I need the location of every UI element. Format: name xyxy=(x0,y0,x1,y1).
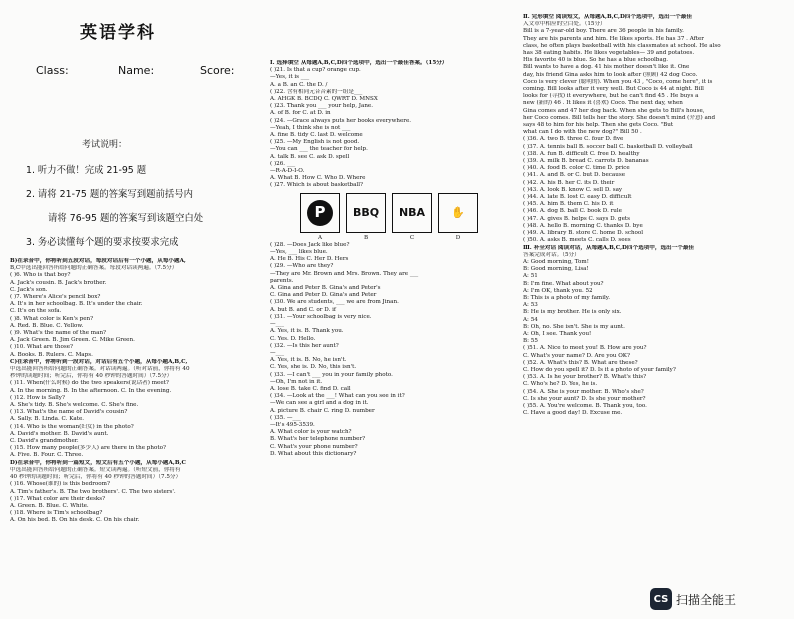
name-label: Name: xyxy=(118,64,155,77)
text-line: C. What's your phone number? xyxy=(270,443,358,450)
text-line: —They are Mr. Brown and Mrs. Brown. They are ___ xyxy=(270,270,419,277)
text-line: B,C中选出能回答所给问题的正确答案。每段对话读两遍。（7.5分） xyxy=(10,265,178,272)
text-line: A: Good morning, Tom! xyxy=(523,258,589,265)
scanner-watermark xyxy=(650,588,736,610)
text-line: A. talk B. see C. ask D. spell xyxy=(270,153,350,160)
text-line: —Oh, I'm not in it. xyxy=(270,378,323,385)
text-line: Bill wants to have a dog. 41 his mother doesn't like it. One xyxy=(523,64,690,71)
text-line: ( )11. When(什么时候) do the two speakers(说话者) meet? xyxy=(10,380,169,387)
text-line: A: I'm OK, thank you. 52 xyxy=(523,287,593,294)
text-line: ( )28. —Does Jack like blue? xyxy=(270,241,350,248)
text-line: A. It's in her schoolbag. B. It's under the chair. xyxy=(10,301,143,308)
text-line: ( )54. A. She is your mother. B. Who's she? xyxy=(523,388,644,395)
text-line: ( )39. A. milk B. bread C. carrots D. bananas xyxy=(523,158,649,165)
text-line: Ⅰ. 选择填空 从每题A,B,C,D四个选项中，选出一个最佳答案。（15分） xyxy=(270,60,448,66)
text-line: A. On his bed. B. On his desk. C. On his chair. xyxy=(10,517,140,524)
text-line: 秒钟的读题时间；听完后，你将有 40 秒钟的答题时间）（7.5分） xyxy=(10,373,173,380)
text-line: ( )55. A. You're welcome. B. Thank you, too. xyxy=(523,402,647,409)
note-3: 请将 76-95 题的答案写到该题空白处 xyxy=(48,213,204,224)
column-left xyxy=(10,0,265,619)
text-line: A. Jack's cousin. B. Jack's brother. xyxy=(10,279,107,286)
text-line: C. Jack's son. xyxy=(10,286,48,293)
text-line: —___ xyxy=(270,321,284,328)
text-line: ( )33. —I can't ___ you in your family photo. xyxy=(270,371,393,378)
picture-option-label: C xyxy=(409,234,415,241)
text-line: B: Oh, no. She isn't. She is my aunt. xyxy=(523,323,625,330)
text-line: A. Red. B. Blue. C. Yellow. xyxy=(10,322,84,329)
text-line: ( )52. A. What's this? B. What are these? xyxy=(523,359,638,366)
text-line: ( )45. A. him B. them C. his D. it xyxy=(523,201,614,208)
class-label: Class: xyxy=(36,64,69,77)
camscanner-logo-icon: CS xyxy=(650,588,672,610)
cloze-and-dialogue-section xyxy=(523,14,791,417)
text-line: D. What about this dictionary? xyxy=(270,450,357,457)
text-line: —___ xyxy=(270,349,284,356)
text-line: A: 51 xyxy=(523,273,538,280)
text-line: ( )18. Where is Tim's schoolbag? xyxy=(10,510,103,517)
text-line: ( )40. A. food B. color C. time D. price xyxy=(523,165,630,172)
note-4: 3. 务必读懂每个题的要求按要求完成 xyxy=(26,237,179,248)
text-line: —R-A-D-I-O. xyxy=(270,168,305,175)
text-line: B: Good morning, Lisa! xyxy=(523,266,589,273)
text-line: A. of B. for C. at D. in xyxy=(270,110,331,117)
text-line: C. Have a good day! D. Excuse me. xyxy=(523,410,623,417)
text-line: ( )26. ___ xyxy=(270,160,296,167)
text-line: C. What's your name? D. Are you OK? xyxy=(523,352,630,359)
text-line: ( )46. A. dog B. ball C. book D. rule xyxy=(523,208,622,215)
text-line: 40 秒钟的读题时间；听完后，你将有 40 秒钟的答题时间）（7.5分） xyxy=(10,474,182,481)
text-line: Coco is very clever (聪明的). When you 43 , "Coco, come here", it is xyxy=(523,78,713,85)
text-line: A. Green. B. Blue. C. White. xyxy=(10,502,89,509)
text-line: D)在录音中，你将听到一篇短文，短文后有五个小题，从每小题A,B,C xyxy=(10,459,186,466)
text-line: C. Yes. D. Hello. xyxy=(270,335,316,342)
picture-c-nba-logo-glyph: NBA xyxy=(398,206,426,220)
text-line: ( )36. A. two B. three C. four D. five xyxy=(523,136,624,143)
notes-title: 考试说明： xyxy=(82,140,128,150)
note-1: 1. 听力不做！完成 21-95 题 xyxy=(26,165,147,176)
text-line: A. In the morning. B. In the afternoon. C. In the evening. xyxy=(10,387,172,394)
text-line: ( )23. Thank you ___ your help, Jane. xyxy=(270,103,374,110)
text-line: ( )16. Whose(谁的) is this bedroom? xyxy=(10,481,110,488)
text-line: A. Five. B. Four. C. Three. xyxy=(10,452,84,459)
page-title: 英语学科 xyxy=(80,23,156,43)
text-line: ( )13. What's the name of David's cousin? xyxy=(10,409,128,416)
text-line: new (新的) 46 . It likes it (喜欢) Coco. The next day, when xyxy=(523,100,683,107)
text-line: ( )7. Where's Alice's pencil box? xyxy=(10,294,101,301)
text-line: A. Yes, it is. B. No, he isn't. xyxy=(270,357,347,364)
text-line: 答案完成对话。（5分） xyxy=(523,251,580,258)
text-line: ( )14. Who is the woman(妇女) in the photo? xyxy=(10,423,134,430)
text-line: ( )49. A. library B. store C. home D. school xyxy=(523,230,644,237)
text-line: A. Books. B. Rulers. C. Maps. xyxy=(10,351,93,358)
picture-c-nba-logo-icon xyxy=(392,193,432,233)
picture-a-parking-icon xyxy=(300,193,340,233)
text-line: His favorite 40 is blue. So he has a blue schoolbag. xyxy=(523,57,669,64)
column-right xyxy=(523,0,791,619)
text-line: A. picture B. chair C. ring D. number xyxy=(270,407,375,414)
text-line: ( )44. A. late B. lost C. easy D. difficult xyxy=(523,194,632,201)
text-line: ( )29. —Who are they? xyxy=(270,263,334,270)
text-line: class, he often plays basketball with his classmates at school. He also xyxy=(523,42,721,49)
text-line: ( )8. What color is Ken's pen? xyxy=(10,315,94,322)
text-line: A: Oh, I see. Thank you! xyxy=(523,330,592,337)
text-line: A. Yes, it is. B. Thank you. xyxy=(270,328,344,335)
picture-b-bbq-icon xyxy=(346,193,386,233)
text-line: A. a B. an C. the D. / xyxy=(270,81,328,88)
text-line: ( )22. 含有相同元音音素的一组是___ xyxy=(270,88,363,95)
text-line: ( )43. A. look B. know C. sell D. say xyxy=(523,186,623,193)
text-line: ( )10. What are those? xyxy=(10,344,74,351)
text-line: ( )17. What color are their desks? xyxy=(10,495,106,502)
picture-d-hand-icon xyxy=(438,193,478,233)
text-line: —Yeah, I think she is not ___ xyxy=(270,124,351,131)
text-line: —You can ___ the teacher for help. xyxy=(270,146,368,153)
text-line: Bill is a 7-year-old boy. There are 36 people in his family. xyxy=(523,28,684,35)
text-line: They are his parents and him. He likes sports. He has 37 . After xyxy=(523,35,704,42)
basketball-picture-options xyxy=(270,193,520,242)
text-line: A. David's mother. B. David's aunt. xyxy=(10,430,109,437)
text-line: A. Sally. B. Linda. C. Kate. xyxy=(10,416,85,423)
text-line: ( )51. A. Nice to meet you! B. How are you? xyxy=(523,345,647,352)
text-line: ( )34. —Look at the ___! What can you see in it? xyxy=(270,393,405,400)
text-line: B: 55 xyxy=(523,338,538,345)
picture-b-bbq-glyph: BBQ xyxy=(352,206,380,220)
score-label: Score: xyxy=(200,64,235,77)
text-line: C. Is she your aunt? D. Is she your mother? xyxy=(523,395,646,402)
text-line: A. Jack Green. B. Jim Green. C. Mike Green. xyxy=(10,337,135,344)
text-line: 中选出能回答所给问题的正确答案。对话读两遍。（听对话前，你将有 40 xyxy=(10,366,190,373)
text-line: A. fine B. tidy C. last D. welcome xyxy=(270,132,363,139)
text-line: C. Who's he? D. Yes, he is. xyxy=(523,381,598,388)
text-line: A. but B. and C. or D. if xyxy=(270,306,336,313)
text-line: A. lose B. take C. find D. call xyxy=(270,385,351,392)
text-line: C. Gina and Peter D. Gina's and Peter xyxy=(270,292,377,299)
text-line: A. Gina and Peter B. Gina's and Peter's xyxy=(270,285,381,292)
text-line: C. David's grandmother. xyxy=(10,438,79,445)
text-line: A: 54 xyxy=(523,316,538,323)
text-line: A. What B. How C. Who D. Where xyxy=(270,175,366,182)
picture-option-label: A xyxy=(317,234,323,241)
text-line: ( )48. A. hello B. morning C. thanks D. bye xyxy=(523,222,643,229)
text-line: coming. Bill looks after it very well. But Coco is 44 at night. Bill xyxy=(523,86,704,93)
text-line: ( )38. A. fun B. difficult C. free D. healthy xyxy=(523,150,640,157)
text-line: ( )31. —Your schoolbag is very nice. xyxy=(270,313,372,320)
text-line: ( )47. A. gives B. helps C. says D. gets xyxy=(523,215,631,222)
text-line: day, his friend Gina asks him to look after (照顾) 42 dog Coco. xyxy=(523,71,698,78)
note-2: 2. 请将 21-75 题的答案写到题前括号内 xyxy=(26,189,194,200)
text-line: ( )25. —My English is not good. xyxy=(270,139,360,146)
text-line: Gina comes and 47 her dog back. When she gets to Bill's house, xyxy=(523,107,705,114)
text-line: ( )53. A. Is he your brother? B. What's this? xyxy=(523,374,647,381)
text-line: C. Yes, she is. D. No, this isn't. xyxy=(270,364,357,371)
text-line: —We can see a girl and a dog in it. xyxy=(270,400,369,407)
text-line: ( )9. What's the name of the man? xyxy=(10,330,107,337)
text-line: C. It's on the sofa. xyxy=(10,308,62,315)
text-line: A. She's tidy. B. She's welcome. C. She's fine. xyxy=(10,402,139,409)
text-line: A. He B. His C. Her D. Hers xyxy=(270,256,349,263)
multiple-choice-section xyxy=(270,60,520,458)
text-line: A. AHGK B. BCDQ C. QWRT D. MNSX xyxy=(270,96,378,103)
text-line: her Coco comes. Bill tells her the story. She doesn't mind (介意) and xyxy=(523,114,716,121)
text-line: ( )42. A. his B. her C. its D. their xyxy=(523,179,615,186)
text-line: ( )32. —Is this her aunt? xyxy=(270,342,339,349)
text-line: A: 53 xyxy=(523,302,538,309)
text-line: ( )41. A. and B. or C. but D. because xyxy=(523,172,626,179)
text-line: has 38 eating habits. He likes vegetables— 39 and potatoes. xyxy=(523,50,695,57)
text-line: C)在录音中，你将听到一段对话，对话后有五个小题，从每小题A,B,C, xyxy=(10,358,188,365)
column-middle xyxy=(270,0,520,619)
picture-option-label: B xyxy=(363,234,369,241)
text-line: ( )12. How is Sally? xyxy=(10,394,65,401)
text-line: 中选出能回答所给问题的正确答案。短文读两遍。（听短文前，你将有 xyxy=(10,466,181,473)
text-line: B: He is my brother. He is only six. xyxy=(523,309,622,316)
text-line: parents. xyxy=(270,277,294,284)
text-line: —Yes, it is ___ xyxy=(270,74,310,81)
text-line: B: I'm fine. What about you? xyxy=(523,280,604,287)
text-line: C. How do you spell it? D. Is it a photo of your family? xyxy=(523,366,676,373)
listening-section xyxy=(10,258,265,525)
watermark-text: 扫描全能王 xyxy=(676,592,737,607)
text-line: looks for (寻找) it everywhere, but he can't find 45 . He buys a xyxy=(523,93,699,100)
text-line: A. What color is your watch? xyxy=(270,429,352,436)
picture-a-parking-glyph: P xyxy=(307,200,333,226)
text-line: B. What's her telephone number? xyxy=(270,436,366,443)
picture-option-label: D xyxy=(455,234,461,241)
text-line: ( )35. —___ xyxy=(270,414,301,421)
text-line: ( )37. A. tennis ball B. soccer ball C. basketball D. volleyball xyxy=(523,143,693,150)
text-line: Ⅲ. 补全对话 阅读对话，从每题A,B,C,D四个选项中，选出一个最佳 xyxy=(523,244,695,251)
text-line: A. Tim's father's. B. The two brothers'. C. The two sisters'. xyxy=(10,488,176,495)
text-line: B)在录音中，你将听到五段对话，每段对话后有一个小题，从每小题A, xyxy=(10,258,186,264)
text-line: ( )6. Who is that boy? xyxy=(10,272,71,279)
text-line: what can I do with the new dog?" Bill 50 . xyxy=(523,129,642,136)
text-line: ( )21. Is that a cup? orange cup. xyxy=(270,67,361,74)
text-line: —It's 495-3539. xyxy=(270,421,315,428)
text-line: B: This is a photo of my family. xyxy=(523,294,610,301)
text-line: ( )50. A. asks B. meets C. calls D. sees xyxy=(523,237,631,244)
text-line: says 48 to him for his help. Then she gets Coco. "But xyxy=(523,122,674,129)
text-line: ( )24. —Grace always puts her books everywhere. xyxy=(270,117,412,124)
text-line: Ⅱ. 完形填空 阅读短文，从每题A,B,C,D四个选项中，选出一个最佳 xyxy=(523,14,692,20)
text-line: ( )30. We are students, ___ we are from Jinan. xyxy=(270,299,399,306)
picture-d-hand-glyph: ✋ xyxy=(451,206,465,220)
text-line: 入文章中相应的空白处。（15分） xyxy=(523,21,606,28)
text-line: ( )27. Which is about basketball? xyxy=(270,182,364,189)
text-line: —Yes, ___ likes blue. xyxy=(270,249,328,256)
text-line: ( )15. How many people(多少人) are there in the photo? xyxy=(10,445,166,452)
